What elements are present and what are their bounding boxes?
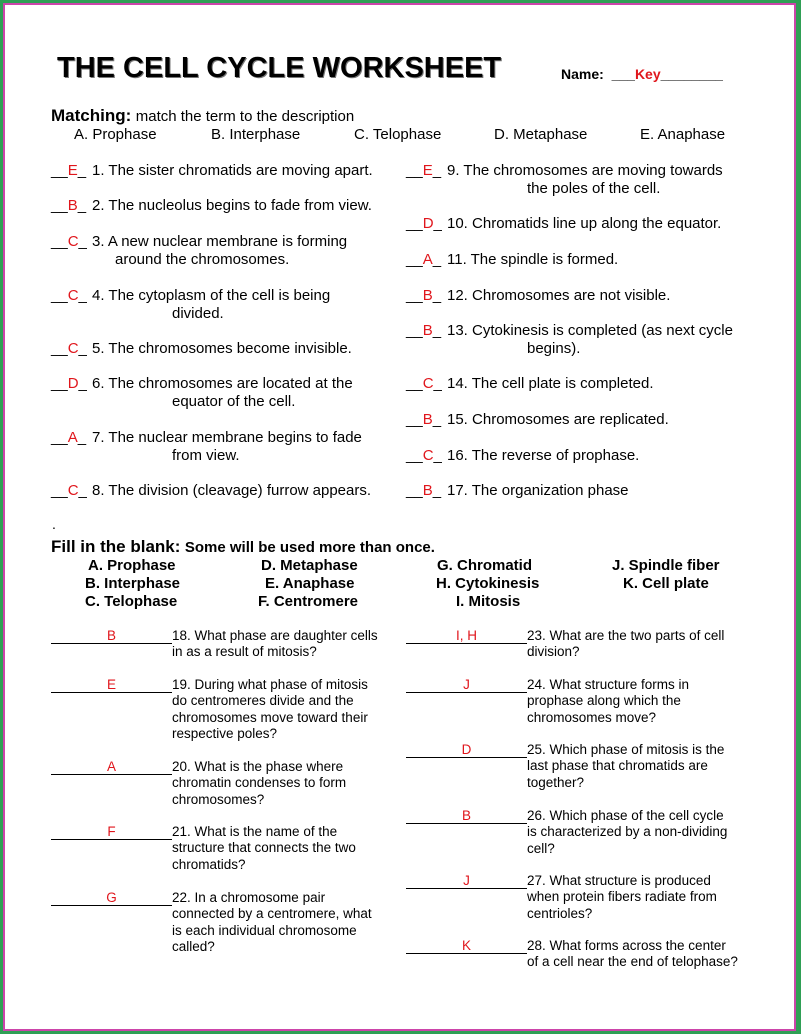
fill-left-question-line: chromosomes? xyxy=(172,791,265,807)
matching-left-question-line: around the chromosomes. xyxy=(115,251,290,268)
answer-letter: B xyxy=(422,482,433,499)
answer-letter: A xyxy=(51,759,172,775)
fill-right-question-line: last phase that chromatids are xyxy=(527,758,708,774)
answer-letter: J xyxy=(406,677,527,693)
answer-letter: I, H xyxy=(406,628,527,644)
fill-option: A. Prophase xyxy=(88,557,176,574)
fill-right-question-line: 23. What are the two parts of cell xyxy=(527,628,725,643)
matching-right-question-line: begins). xyxy=(527,340,581,357)
fill-left-question-line: 19. During what phase of mitosis xyxy=(172,677,368,692)
fill-left-question-line: 21. What is the name of the xyxy=(172,824,338,839)
answer-letter: A xyxy=(67,429,78,446)
answer-letter: C xyxy=(67,482,79,499)
matching-right-question-line: 17. The organization phase xyxy=(447,482,629,499)
fill-left-question-line: respective poles? xyxy=(172,725,278,741)
matching-left-question-line: 1. The sister chromatids are moving apart. xyxy=(92,162,373,179)
page-title: THE CELL CYCLE WORKSHEET xyxy=(57,52,502,84)
answer-letter: J xyxy=(406,873,527,889)
fill-heading: Fill in the blank: Some will be used more than once. xyxy=(51,537,435,556)
fill-answer-blank xyxy=(51,677,172,694)
matching-answer-blank: __C_ xyxy=(406,375,442,392)
matching-answer-blank: __D_ xyxy=(406,215,442,232)
matching-answer-blank: __E_ xyxy=(51,162,87,179)
fill-left-question-line: do centromeres divide and the xyxy=(172,693,354,709)
matching-right-question-line: 10. Chromatids line up along the equator. xyxy=(447,215,722,232)
fill-right-question-line: 25. Which phase of mitosis is the xyxy=(527,742,725,757)
answer-letter: G xyxy=(51,890,172,906)
fill-left-question-line: 22. In a chromosome pair xyxy=(172,890,326,905)
matching-left-question-line: 4. The cytoplasm of the cell is being xyxy=(92,287,331,304)
answer-letter: D xyxy=(67,375,79,392)
fill-answer-blank xyxy=(51,890,172,907)
answer-letter: F xyxy=(51,824,172,840)
fill-option: I. Mitosis xyxy=(456,593,521,610)
fill-option: B. Interphase xyxy=(85,575,181,592)
fill-option: H. Cytokinesis xyxy=(436,575,540,592)
matching-option: C. Telophase xyxy=(354,126,442,143)
matching-answer-blank: __A_ xyxy=(406,251,442,268)
fill-left-question-line: 20. What is the phase where xyxy=(172,759,344,774)
fill-right-question-line: 24. What structure forms in xyxy=(527,677,690,692)
fill-answer-blank xyxy=(51,759,172,776)
fill-left-question-line: chromosomes move toward their xyxy=(172,709,368,725)
answer-letter: B xyxy=(422,322,433,339)
matching-option: A. Prophase xyxy=(74,126,157,143)
fill-left-question-line: chromatids? xyxy=(172,856,246,872)
answer-letter: K xyxy=(406,938,527,954)
matching-answer-blank: __C_ xyxy=(51,482,87,499)
name-value: Key xyxy=(634,66,661,82)
matching-answer-blank: __B_ xyxy=(406,322,442,339)
fill-answer-blank xyxy=(406,938,527,955)
answer-letter: B xyxy=(67,197,78,214)
fill-right-question-line: 27. What structure is produced xyxy=(527,873,711,888)
fill-answer-blank xyxy=(406,677,527,694)
fill-left-question-line: chromatin condenses to form xyxy=(172,775,347,791)
fill-right-question-line: centrioles? xyxy=(527,905,593,921)
fill-right-question-line: cell? xyxy=(527,840,555,856)
matching-left-question-line: 3. A new nuclear membrane is forming xyxy=(92,233,348,250)
fill-right-question-line: of a cell near the end of telophase? xyxy=(527,954,738,970)
matching-left-question-line: divided. xyxy=(172,305,224,322)
fill-option: K. Cell plate xyxy=(623,575,709,592)
name-label: Name: xyxy=(561,66,604,82)
matching-right-question-line: 9. The chromosomes are moving towards xyxy=(447,162,723,179)
matching-answer-blank: __C_ xyxy=(51,287,87,304)
fill-option: F. Centromere xyxy=(258,593,359,610)
fill-option: J. Spindle fiber xyxy=(612,557,720,574)
matching-option: B. Interphase xyxy=(211,126,301,143)
answer-letter: E xyxy=(67,162,78,179)
fill-answer-blank xyxy=(51,824,172,841)
matching-answer-blank: __B_ xyxy=(406,287,442,304)
matching-right-question-line: 15. Chromosomes are replicated. xyxy=(447,411,669,428)
matching-right-question-line: the poles of the cell. xyxy=(527,180,661,197)
matching-right-question-line: 11. The spindle is formed. xyxy=(447,251,619,268)
matching-answer-blank: __E_ xyxy=(406,162,442,179)
answer-letter: C xyxy=(422,375,434,392)
fill-answer-blank xyxy=(406,873,527,890)
fill-right-question-line: when protein fibers radiate from xyxy=(527,889,717,905)
matching-answer-blank: __C_ xyxy=(406,447,442,464)
stray-dot: . xyxy=(52,516,56,532)
matching-left-question-line: from view. xyxy=(172,447,240,464)
answer-letter: E xyxy=(422,162,433,179)
answer-letter: E xyxy=(51,677,172,693)
matching-option: D. Metaphase xyxy=(494,126,588,143)
matching-left-question-line: 7. The nuclear membrane begins to fade xyxy=(92,429,362,446)
fill-option: D. Metaphase xyxy=(261,557,358,574)
fill-right-question-line: together? xyxy=(527,774,585,790)
fill-right-question-line: 28. What forms across the center xyxy=(527,938,726,953)
matching-option: E. Anaphase xyxy=(640,126,726,143)
answer-letter: C xyxy=(422,447,434,464)
matching-left-question-line: equator of the cell. xyxy=(172,393,296,410)
answer-letter: B xyxy=(406,808,527,824)
matching-answer-blank: __B_ xyxy=(51,197,87,214)
answer-letter: B xyxy=(422,411,433,428)
fill-option: G. Chromatid xyxy=(437,557,533,574)
fill-left-question-line: in as a result of mitosis? xyxy=(172,644,317,660)
answer-letter: B xyxy=(51,628,172,644)
answer-letter: D xyxy=(422,215,434,232)
matching-answer-blank: __C_ xyxy=(51,340,87,357)
answer-letter: B xyxy=(422,287,433,304)
fill-left-question-line: called? xyxy=(172,938,215,954)
answer-letter: A xyxy=(422,251,433,268)
fill-answer-blank xyxy=(406,628,527,645)
matching-left-question-line: 6. The chromosomes are located at the xyxy=(92,375,353,392)
fill-answer-blank xyxy=(51,628,172,645)
matching-answer-blank: __B_ xyxy=(406,482,442,499)
matching-right-question-line: 16. The reverse of prophase. xyxy=(447,447,640,464)
matching-heading: Matching: match the term to the description xyxy=(51,106,355,125)
fill-answer-blank xyxy=(406,808,527,825)
fill-right-question-line: chromosomes move? xyxy=(527,709,657,725)
fill-right-question-line: 26. Which phase of the cell cycle xyxy=(527,808,724,823)
answer-letter: C xyxy=(67,340,79,357)
fill-right-question-line: is characterized by a non-dividing xyxy=(527,824,728,840)
matching-answer-blank: __A_ xyxy=(51,429,87,446)
fill-answer-blank xyxy=(406,742,527,759)
fill-option: E. Anaphase xyxy=(265,575,355,592)
fill-left-question-line: connected by a centromere, what xyxy=(172,906,372,922)
answer-letter: D xyxy=(406,742,527,758)
answer-letter: C xyxy=(67,287,79,304)
fill-left-question-line: is each individual chromosome xyxy=(172,922,357,938)
name-field: Name: ___Key________ xyxy=(561,66,723,82)
matching-right-question-line: 14. The cell plate is completed. xyxy=(447,375,654,392)
matching-right-question-line: 12. Chromosomes are not visible. xyxy=(447,287,671,304)
fill-right-question-line: division? xyxy=(527,644,580,660)
matching-left-question-line: 2. The nucleolus begins to fade from view. xyxy=(92,197,372,214)
matching-right-question-line: 13. Cytokinesis is completed (as next cycle xyxy=(447,322,733,339)
fill-right-question-line: prophase along which the xyxy=(527,693,681,709)
fill-left-question-line: structure that connects the two xyxy=(172,840,356,856)
matching-answer-blank: __B_ xyxy=(406,411,442,428)
matching-left-question-line: 5. The chromosomes become invisible. xyxy=(92,340,352,357)
fill-left-question-line: 18. What phase are daughter cells xyxy=(172,628,378,643)
matching-left-question-line: 8. The division (cleavage) furrow appears. xyxy=(92,482,372,499)
matching-answer-blank: __C_ xyxy=(51,233,87,250)
fill-option: C. Telophase xyxy=(85,593,178,610)
matching-answer-blank: __D_ xyxy=(51,375,87,392)
answer-letter: C xyxy=(67,233,79,250)
